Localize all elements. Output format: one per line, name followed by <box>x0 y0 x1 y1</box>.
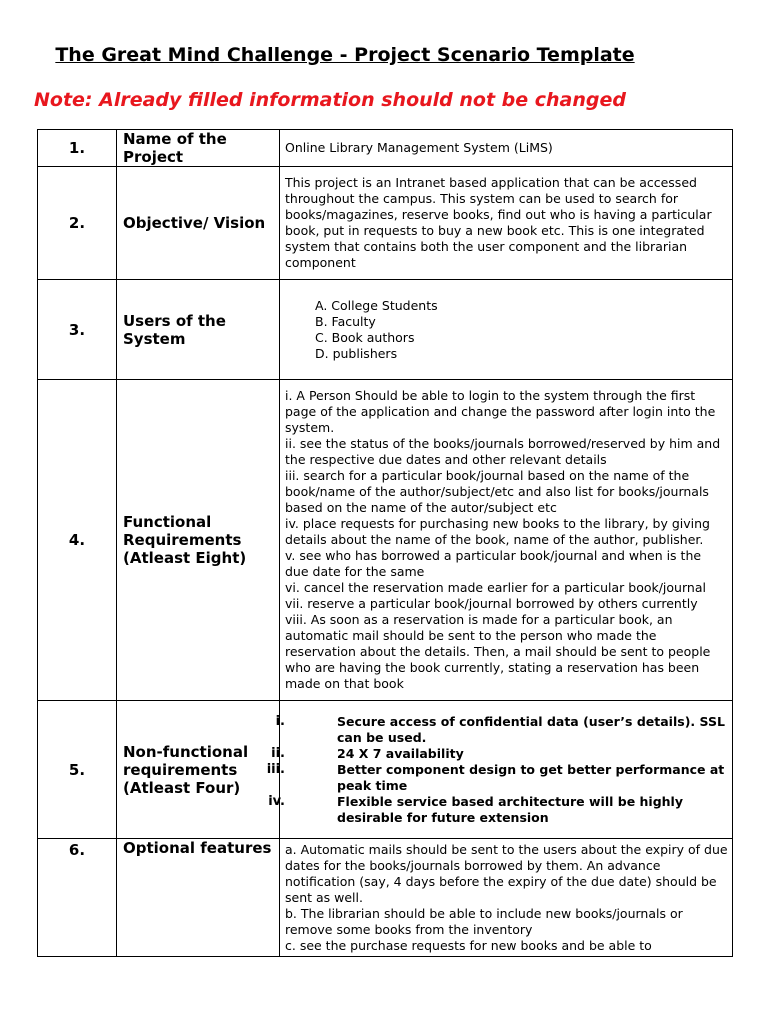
row-label: Functional Requirements (Atleast Eight) <box>117 380 280 701</box>
scenario-table <box>37 129 733 957</box>
row-label: Optional features <box>117 839 280 957</box>
row-label: Non-functional requirements (Atleast Four) <box>117 701 280 839</box>
list-item <box>266 761 728 794</box>
row-number: 3. <box>38 280 117 380</box>
list-item <box>275 713 728 746</box>
note-warning: Note: Already filled information should not be changed <box>34 89 626 111</box>
item-text: Better component design to get better performance at peak time <box>337 761 725 793</box>
optional-features-cell <box>280 839 733 957</box>
list-item: i. A Person Should be able to login to the system through the first page of the application and change the password after login into the system. <box>285 388 716 435</box>
document-title: The Great Mind Challenge - Project Scenario Template <box>55 44 635 66</box>
table-row <box>38 280 733 380</box>
item-numeral: iv. <box>268 793 285 809</box>
list-item: ii. see the status of the books/journals borrowed/reserved by him and the respective due dates and other relevant details <box>285 436 721 467</box>
row-label: Name of the Project <box>117 130 280 167</box>
list-item: iv. place requests for purchasing new books to the library, by giving details about the name of the book, name of the author, publisher. <box>285 516 710 547</box>
item-text: Flexible service based architecture will be highly desirable for future extension <box>337 793 683 825</box>
row-number: 2. <box>38 167 117 280</box>
item-text: Secure access of confidential data (user’s details). SSL can be used. <box>337 713 725 745</box>
row-number: 5. <box>38 701 117 839</box>
list-item: A. College Students <box>315 297 438 313</box>
list-item: B. Faculty <box>315 313 376 329</box>
objective-paragraph: This project is an Intranet based application that can be accessed throughout the campus. This system can be used to search for books/magazines, reserve books, find out who is having a particular book, put in requests to buy a new book etc. This is one integrated system that contains both the user component and the librarian component <box>285 175 712 270</box>
table-row <box>38 701 733 839</box>
objective-text <box>280 167 733 280</box>
list-item: c. see the purchase requests for new books and be able to <box>285 938 652 953</box>
list-item: b. The librarian should be able to include new books/journals or remove some books from the inventory <box>285 906 683 937</box>
list-item: a. Automatic mails should be sent to the users about the expiry of due dates for the books/journals borrowed by them. An advance notification (say, 4 days before the expiry of the due date) should be sent as well. <box>285 842 728 905</box>
table-row <box>38 130 733 167</box>
table-row <box>38 839 733 957</box>
list-item: v. see who has borrowed a particular book/journal and when is the due date for the same <box>285 548 702 579</box>
item-numeral: ii. <box>271 745 285 761</box>
list-item: vii. reserve a particular book/journal borrowed by others currently <box>285 596 698 611</box>
list-item: viii. As soon as a reservation is made for a particular book, an automatic mail should be sent to the person who made the reservation about the details. Then, a mail should be sent to people who are having the book currently, stating a reservation has been made on that book <box>285 612 711 691</box>
item-numeral: iii. <box>266 761 285 777</box>
list-item: iii. search for a particular book/journal based on the name of the book/name of the author/subject/etc and also list for books/journals based on the name of the autor/subject etc <box>285 468 709 515</box>
row-number: 6. <box>38 839 117 957</box>
item-text: 24 X 7 availability <box>337 745 464 761</box>
non-functional-requirements-cell <box>266 701 733 839</box>
row-number: 4. <box>38 380 117 701</box>
list-item: vi. cancel the reservation made earlier for a particular book/journal <box>285 580 706 595</box>
table-row <box>38 380 733 701</box>
list-item <box>271 745 728 762</box>
users-list <box>285 298 728 362</box>
project-name: Online Library Management System (LiMS) <box>280 130 733 167</box>
table-row <box>38 167 733 280</box>
list-item <box>268 793 728 826</box>
row-label: Objective/ Vision <box>117 167 280 280</box>
list-item: C. Book authors <box>315 329 415 345</box>
item-numeral: i. <box>275 713 285 729</box>
users-list-cell <box>280 280 733 380</box>
functional-requirements-cell <box>280 380 733 701</box>
row-number: 1. <box>38 130 117 167</box>
row-label: Users of the System <box>117 280 280 380</box>
list-item: D. publishers <box>315 345 398 361</box>
